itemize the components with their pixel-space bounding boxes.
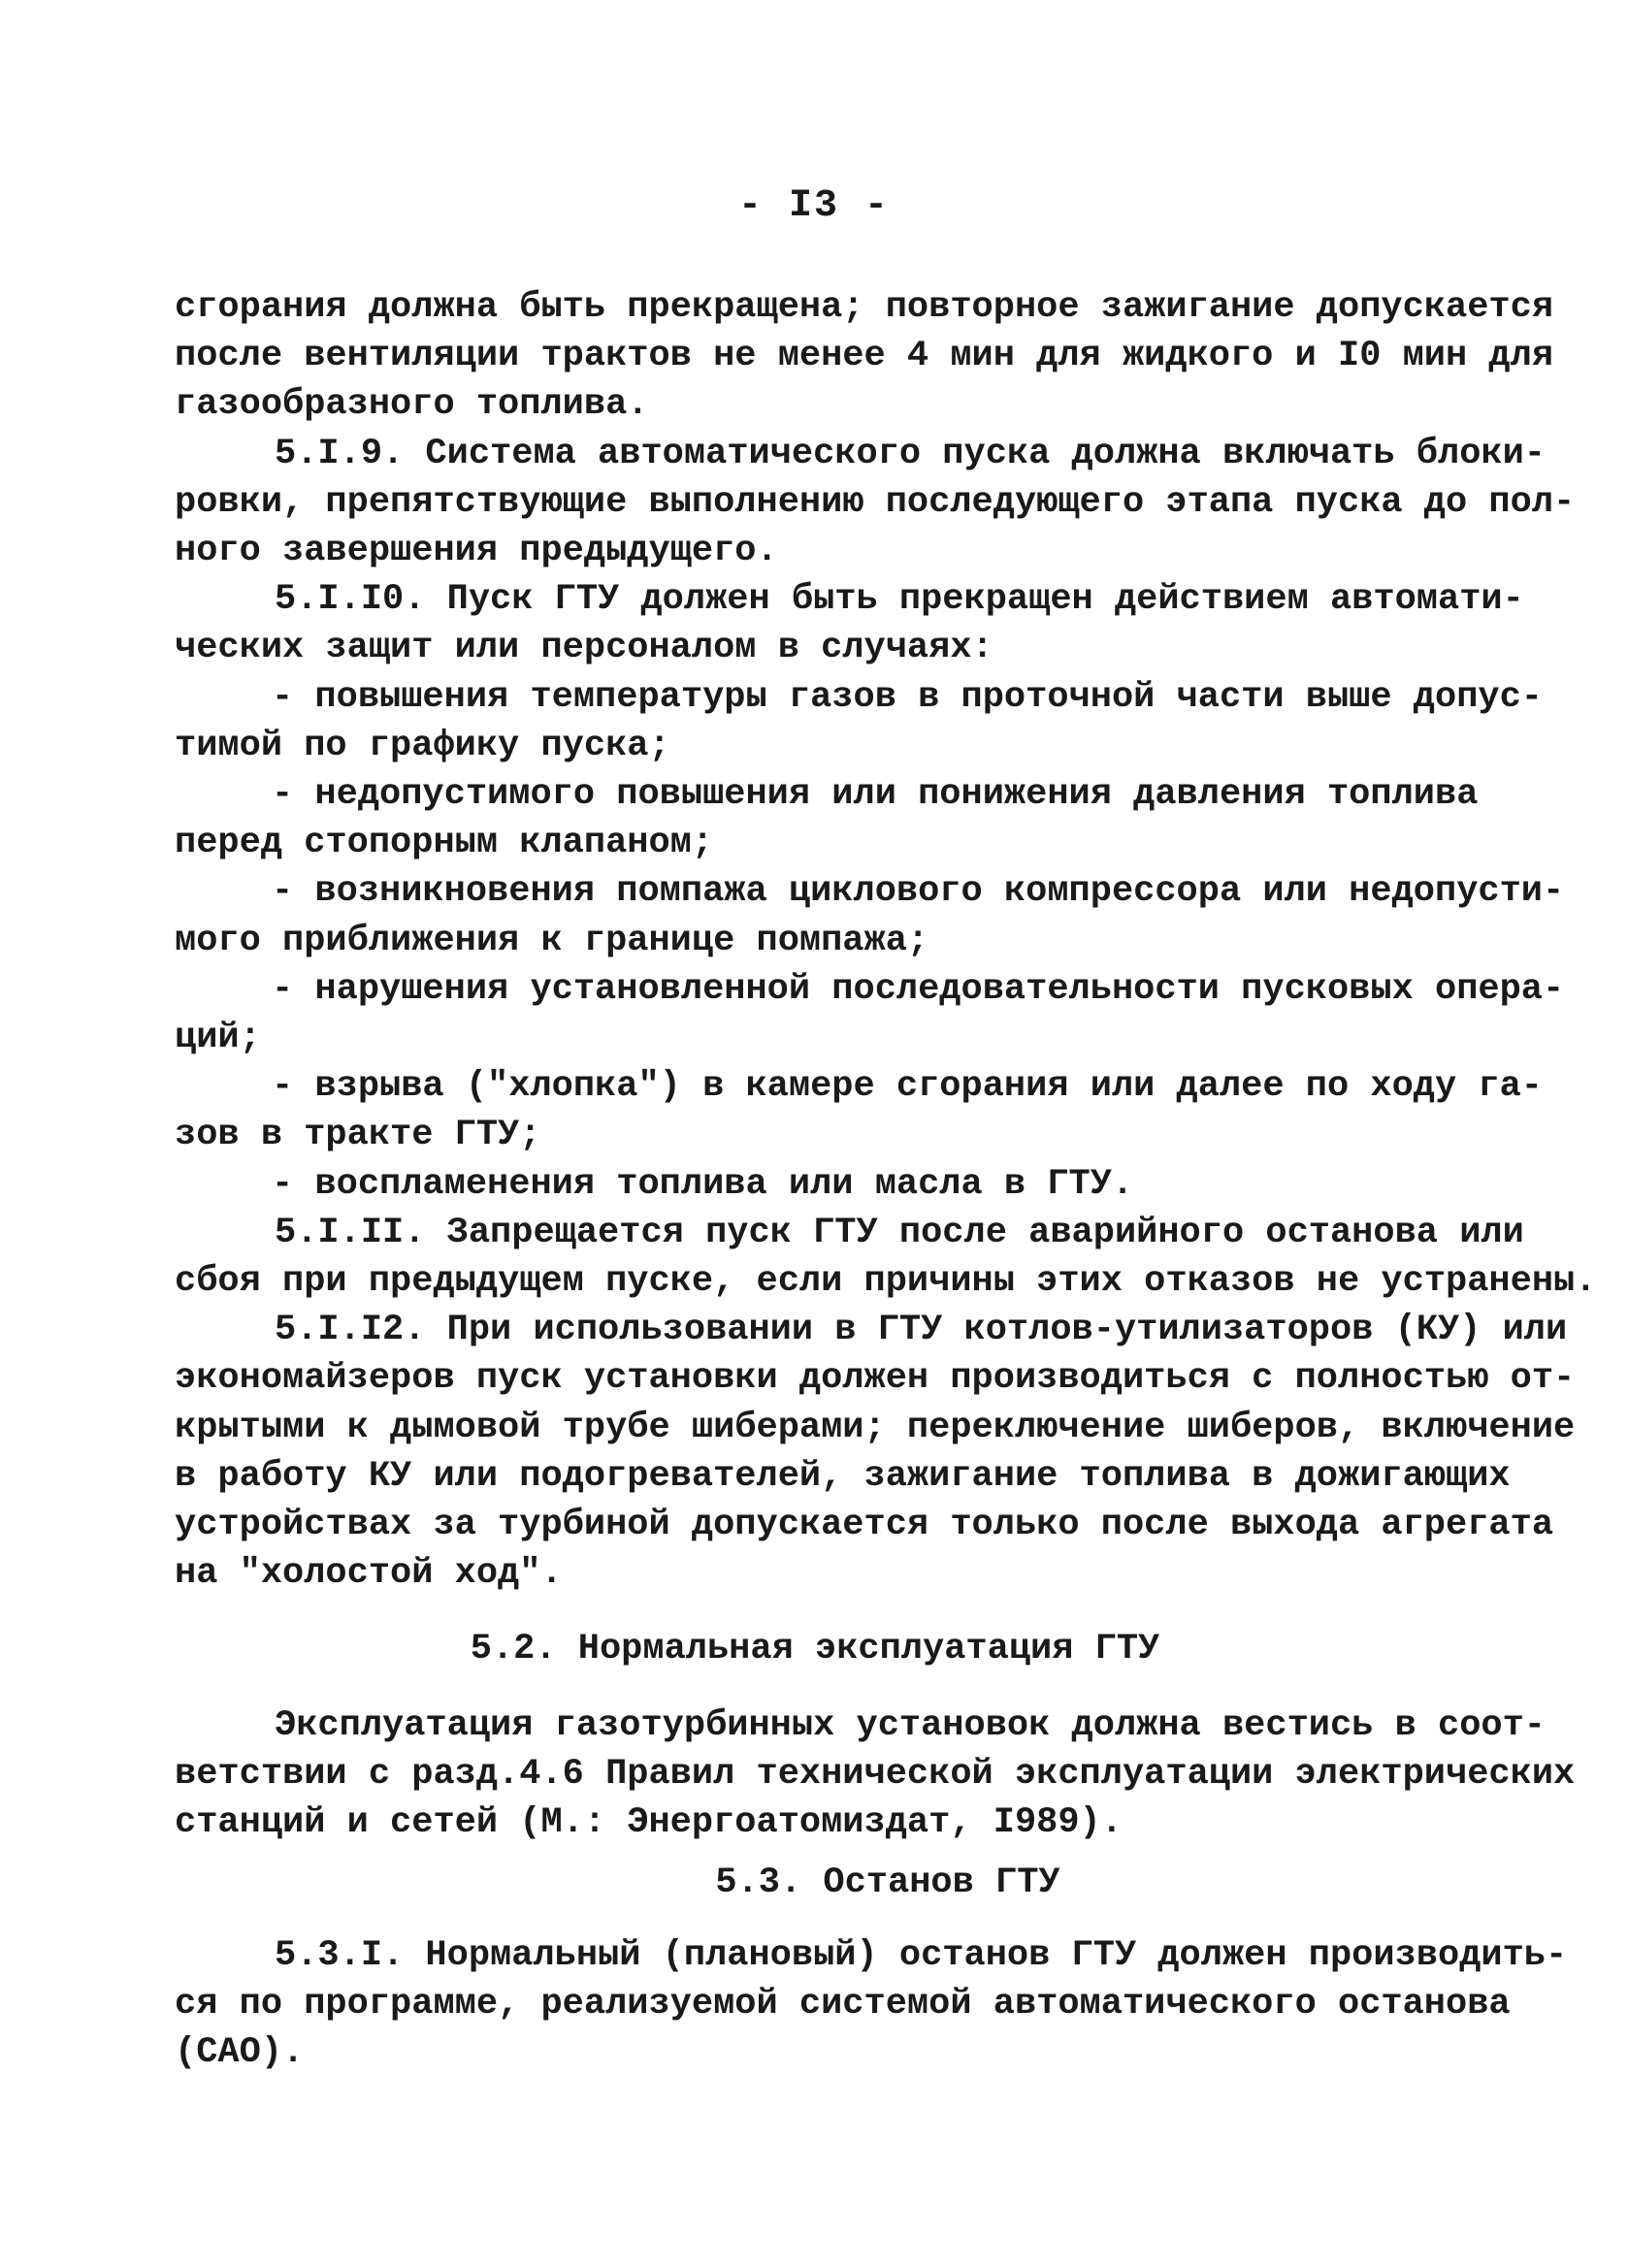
text-line: на "холостой ход".: [175, 1553, 563, 1595]
text-line: устройствах за турбиной допускается только после выхода агрегата: [175, 1505, 1554, 1546]
clause-5-1-9: 5.I.9. Система автоматического пуска должна включать блоки-: [275, 433, 1547, 474]
section-heading-5-2: 5.2. Нормальная эксплуатация ГТУ: [470, 1629, 1160, 1670]
text-line: перед стопорным клапаном;: [175, 823, 714, 864]
clause-5-1-12: 5.I.I2. При использовании в ГТУ котлов-утилизаторов (КУ) или: [275, 1310, 1568, 1351]
text-line: крытыми к дымовой трубе шиберами; переключение шиберов, включение: [175, 1407, 1576, 1448]
text-line: станций и сетей (М.: Энергоатомиздат, I989).: [175, 1802, 1123, 1844]
text-line: после вентиляции трактов не менее 4 мин для жидкого и I0 мин для: [175, 336, 1554, 377]
clause-5-1-10: 5.I.I0. Пуск ГТУ должен быть прекращен действием автомати-: [275, 579, 1524, 621]
text-line: газообразного топлива.: [175, 384, 649, 426]
text-line: ческих защит или персоналом в случаях:: [175, 628, 993, 669]
text-line: в работу КУ или подогревателей, зажигание топлива в дожигающих: [175, 1455, 1511, 1497]
list-item: - повышения температуры газов в проточной части выше допус-: [272, 676, 1544, 718]
clause-5-1-11: 5.I.II. Запрещается пуск ГТУ после аварийного останова или: [275, 1212, 1524, 1253]
document-body: [175, 283, 1597, 2077]
page-number: - I3 -: [737, 184, 891, 228]
list-item: - нарушения установленной последовательности пусковых опера-: [272, 968, 1565, 1010]
text-line: сгорания должна быть прекращена; повторное зажигание допускается: [175, 287, 1554, 328]
text-line: ций;: [175, 1018, 261, 1059]
text-line: ветствии с разд.4.6 Правил технической эксплуатации электрических: [175, 1753, 1576, 1795]
text-line: экономайзеров пуск установки должен производиться с полностью от-: [175, 1358, 1576, 1400]
text-line: мого приближения к границе помпажа;: [175, 920, 929, 961]
list-item: - взрыва ("хлопка") в камере сгорания или далее по ходу га-: [272, 1066, 1544, 1108]
text-line: зов в тракте ГТУ;: [175, 1115, 541, 1156]
list-item: - возникновения помпажа циклового компрессора или недопусти-: [272, 871, 1565, 913]
text-line: ровки, препятствующие выполнению последующего этапа пуска до пол-: [175, 481, 1576, 523]
list-item: - недопустимого повышения или понижения давления топлива: [272, 774, 1479, 816]
text-line: сбоя при предыдущем пуске, если причины этих отказов не устранены.: [175, 1261, 1597, 1303]
list-item: - воспламенения топлива или масла в ГТУ.: [272, 1163, 1134, 1205]
text-line: (САО).: [175, 2031, 305, 2073]
text-line: тимой по графику пуска;: [175, 725, 670, 766]
clause-5-3-1: 5.3.I. Нормальный (плановый) останов ГТУ должен производить-: [275, 1934, 1568, 1976]
section-heading-5-3: 5.3. Останов ГТУ: [715, 1863, 1060, 1904]
text-line: ся по программе, реализуемой системой автоматического останова: [175, 1983, 1511, 2025]
text-line: ного завершения предыдущего.: [175, 531, 778, 572]
section-5-2-paragraph: Эксплуатация газотурбинных установок должна вестись в соот-: [275, 1704, 1547, 1746]
